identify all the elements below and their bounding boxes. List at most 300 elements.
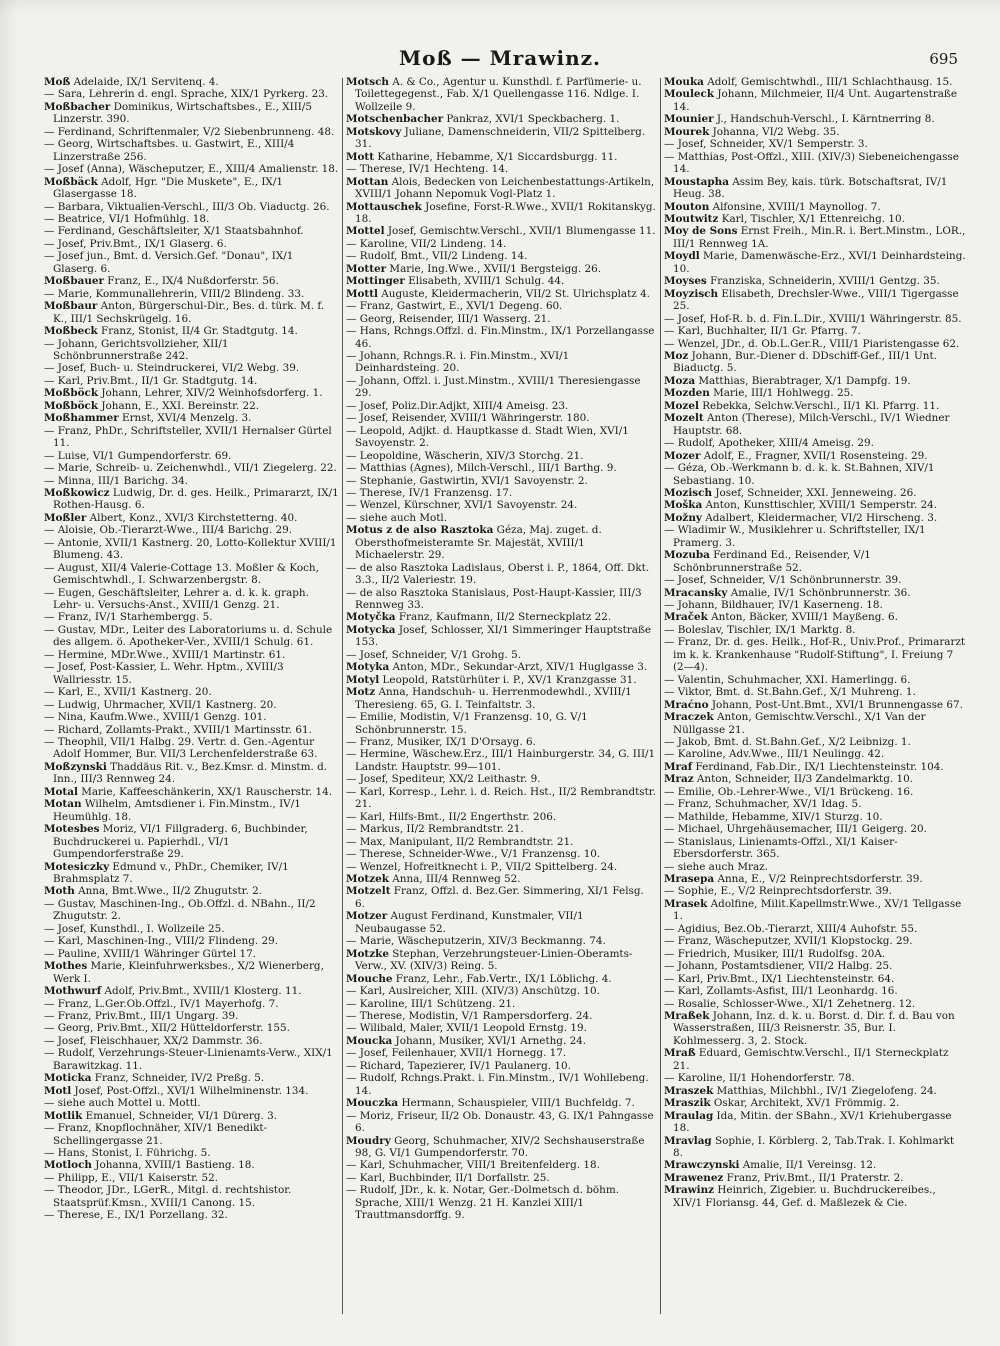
directory-entry [44,1209,340,1221]
entry-surname: Mouka [664,76,704,88]
entry-details: Anna, III/4 Rennweg 52. [388,873,521,885]
entry-details: — Karoline, III/1 Schützeng. 21. [346,997,516,1010]
entry-details: Alois, Bedecken von Leichenbestattungs-Artikeln, XVIII/1 Johann Nepomuk Vogl-Platz 1. [355,175,655,201]
entry-details: — Wenzel, Kürschner, XVI/1 Savoyenstr. 24. [346,499,578,512]
directory-entry [664,1184,966,1209]
directory-entry [44,300,340,325]
directory-entry [664,873,966,885]
directory-entry [664,736,966,748]
directory-entry [346,400,656,412]
directory-entry [44,425,340,450]
entry-details: — Karoline, Adv.Wwe., III/1 Neulingg. 42. [664,748,885,761]
entry-details: — Rudolf, Apotheker, XIII/4 Ameisg. 29. [664,437,874,450]
entry-details: Amalie, II/1 Vereinsg. 12. [739,1159,877,1172]
directory-entry [664,1135,966,1160]
entry-details: Adolf, Gemischtwhdl., III/1 Schlachthausg. 15. [703,76,953,88]
entry-details: — Jakob, Bmt. d. St.Bahn.Gef., X/2 Leibnizg. 1. [664,736,911,749]
directory-entry [664,487,966,499]
entry-details: — Josef, Hof-R. b. d. Fin.L.Dir., XVIII/1 Währingerstr. 85. [664,312,962,325]
entry-details: Ludwig, Dr. d. ges. Heilk., Primararzt, IX/1 Rothen-Hausg. 6. [53,486,339,512]
entry-surname: Mouczka [346,1097,399,1110]
entry-surname: Moz [664,349,689,362]
entry-details: A. & Co., Agentur u. Kunsthdl. f. Parfümerie- u. Toilettegegenst., Fab. X/1 Quellengasse 116. Ndlge. I. Wollzeile 9. [355,76,642,113]
entry-details: — Eugen, Geschäftsleiter, Lehrer a. d. k. k. graph. Lehr- u. Versuchs-Anst., XVIII/1 Genzg. 21. [44,586,309,612]
entry-details: — Josef, Kunsthdl., I. Wollzeile 25. [44,922,225,935]
entry-surname: Mozel [664,399,699,412]
directory-entry [44,1184,340,1209]
entry-details: Josef, Schlosser, XI/1 Simmeringer Hauptstraße 153. [355,623,652,649]
entry-details: Franz, Priv.Bmt., II/1 Praterstr. 2. [723,1171,904,1184]
entry-surname: Motyl [346,673,380,686]
entry-details: — Rudolf, Bmt., VII/2 Lindeng. 14. [346,250,528,263]
directory-entry [664,450,966,462]
entry-details: — Johann, Bildhauer, IV/1 Kaserneng. 18. [664,599,883,612]
directory-entry [664,462,966,487]
directory-entry [44,1072,340,1084]
entry-surname: Mraček [664,611,708,624]
entry-surname: Mozden [664,387,710,400]
directory-entry [44,512,340,524]
directory-entry [44,338,340,363]
directory-entry [44,1147,340,1159]
directory-entry [664,1085,966,1097]
entry-details: — de also Rasztoka Ladislaus, Oberst i. P., 1864, Off. Dkt. 3.3., II/2 Valeriestr. 19. [346,561,650,587]
entry-surname: Mraßek [664,1009,710,1022]
directory-entry [664,1010,966,1047]
directory-entry [346,450,656,462]
entry-details: — Josef, Schneider, V/1 Grohg. 5. [346,648,522,661]
entry-details: — Franz, Priv.Bmt., III/1 Ungarg. 39. [44,1009,239,1022]
directory-entry [346,1047,656,1059]
directory-entry [346,1060,656,1072]
entry-details: Adolfine, Milit.Kapellmstr.Wwe., XV/1 Tellgasse 1. [673,897,962,923]
directory-entry [664,599,966,611]
entry-details: — Ferdinand, Geschäftsleiter, X/1 Staatsbahnhof. [44,225,304,238]
directory-entry [44,611,340,623]
entry-details: — siehe auch Mottel u. Mottl. [44,1097,201,1110]
entry-details: — Mathilde, Hebamme, XIV/1 Sturzg. 10. [664,810,883,823]
directory-entry [346,711,656,736]
entry-details: — Karl, Korresp., Lehr. i. d. Reich. Hst., II/2 Rembrandtstr. 21. [346,785,656,811]
entry-details: — Matthias, Post-Offzl., XIII. (XIV/3) Siebeneichengasse 14. [664,150,959,176]
entry-details: Marie, Damenwäsche-Erz., XVI/1 Deinhardsteing. 10. [673,250,966,275]
directory-entry [346,512,656,524]
directory-entry [44,885,340,897]
directory-entry [44,1035,340,1047]
entry-details: — Sara, Lehrerin d. engl. Sprache, XIX/1 Pyrkerg. 23. [44,88,329,101]
directory-entry [44,786,340,798]
entry-details: — Sophie, E., V/2 Reinprechtsdorferstr. 39. [664,885,892,898]
entry-details: — Leopoldine, Wäscherin, XIV/3 Storchg. 21. [346,449,584,462]
directory-entry [44,213,340,225]
entry-details: — Josef, Poliz.Dir.Adjkt, XIII/4 Ameisg. 23. [346,399,569,412]
directory-entry [44,861,340,886]
directory-entry [664,113,966,125]
directory-entry [664,636,966,673]
entry-surname: Motesbes [44,823,100,836]
directory-entry [664,387,966,399]
entry-surname: Motzek [346,873,389,885]
directory-entry [346,1172,656,1184]
entry-details: — Josef, Schneider, V/1 Schönbrunnerstr. 39. [664,574,902,587]
directory-entry [44,985,340,997]
entry-surname: Mozer [664,449,701,462]
directory-entry [44,1159,340,1171]
entry-details: — Friedrich, Musiker, III/1 Rudolfsg. 20A. [664,947,886,960]
directory-entry [44,412,340,424]
entry-details: — Josef, Spediteur, XX/2 Leithastr. 9. [346,773,541,786]
entry-surname: Moška [664,499,703,512]
directory-entry [44,76,340,88]
directory-entry [44,823,340,860]
directory-entry [346,848,656,860]
entry-details: — Karoline, VII/2 Lindeng. 14. [346,237,507,250]
directory-entry [44,923,340,935]
entry-details: — Boleslav, Tischler, IX/1 Marktg. 8. [664,623,856,636]
entry-details: Franz, Kaufmann, II/2 Sterneckplatz 22. [395,611,612,624]
directory-entry [664,1047,966,1072]
entry-details: — Luise, VI/1 Gumpendorferstr. 69. [44,449,232,462]
entry-details: — Matthias (Agnes), Milch-Verschl., III/1 Barthg. 9. [346,462,617,475]
directory-entry [346,587,656,612]
entry-surname: Motyka [346,661,390,674]
entry-details: Matthias, Milchbhl., IV/1 Ziegelofeng. 24. [713,1084,937,1097]
directory-entry [664,1072,966,1084]
entry-details: Josef, Post-Offzl., XVI/1 Wilhelminenstr. 134. [71,1084,309,1097]
entry-details: — Karl, Priv.Bmt., II/1 Gr. Stadtgutg. 14. [44,374,258,387]
entry-surname: Mouton [664,200,710,213]
entry-surname: Motschenbacher [346,113,444,126]
directory-entry [44,375,340,387]
directory-entry [664,151,966,176]
entry-details: — Theophil, VII/1 Halbg. 29. Vertr. d. Gen.-Agentur Adolf Hommer, Bur. VII/3 Lerchenfelderstraße 63. [44,736,318,761]
entry-details: Pankraz, XVI/1 Speckbacherg. 1. [443,113,620,126]
directory-entry [346,973,656,985]
entry-details: Assim Bey, kais. türk. Botschaftsrat, IV/1 Heug. 38. [673,175,948,201]
directory-entry [664,761,966,773]
entry-details: Franziska, Schneiderin, XVIII/1 Gentzg. 35. [706,275,940,288]
entry-details: Katharine, Hebamme, X/1 Siccardsburgg. 11. [374,150,618,163]
directory-entry [44,201,340,213]
directory-entry [44,400,340,412]
directory-entry [346,176,656,201]
directory-entry [664,375,966,387]
directory-entry [44,362,340,374]
entry-details: Josefine, Forst-R.Wwe., XVII/1 Rokitanskyg. 18. [355,200,656,225]
entry-details: — Géza, Ob.-Werkmann b. d. k. k. St.Bahnen, XIV/1 Sebastiang. 10. [664,462,935,487]
entry-details: Anton, Bäcker, XVIII/1 Mayßeng. 6. [707,611,898,624]
entry-details: — Emilie, Ob.-Lehrer-Wwe., VI/1 Brückeng. 16. [664,785,914,798]
entry-details: Auguste, Kleidermacherin, VII/2 St. Ulrichsplatz 4. [377,287,650,300]
entry-details: August Ferdinand, Kunstmaler, VII/1 Neubaugasse 52. [355,910,584,935]
directory-entry [44,88,340,100]
directory-entry [346,126,656,151]
entry-surname: Moticka [44,1072,92,1085]
directory-entry [346,736,656,748]
directory-entry [664,213,966,225]
entry-details: — Josef, Buch- u. Steindruckerei, VI/2 Webg. 39. [44,362,300,375]
entry-details: — Franz, Wäscheputzer, XVII/1 Klopstockg. 29. [664,935,913,948]
entry-details: — de also Rasztoka Stanislaus, Post-Haupt-Kassier, III/3 Rennweg 33. [346,586,642,612]
entry-details: Johann, E., XXI. Bereinstr. 22. [98,399,260,412]
directory-entry [664,861,966,873]
directory-entry [346,885,656,910]
column-2 [346,76,656,1316]
directory-entry [44,176,340,201]
directory-entry [664,574,966,586]
directory-entry [664,985,966,997]
directory-entry [44,275,340,287]
entry-details: — Ferdinand, Schriftenmaler, V/2 Siebenbrunneng. 48. [44,125,335,138]
directory-entry [346,250,656,262]
directory-entry [44,325,340,337]
entry-details: — Josef, Post-Kassier, L. Wehr. Hptm., XVIII/3 Wallriesstr. 15. [44,661,284,686]
entry-surname: Mraszek [664,1084,714,1097]
directory-entry [44,462,340,474]
entry-surname: Možny [664,511,702,524]
entry-details: — Franz, PhDr., Schriftsteller, XVII/1 Hernalser Gürtel 11. [44,424,332,450]
directory-entry [346,1072,656,1097]
entry-details: Adolf, Hgr. "Die Muskete", E., IX/1 Glasergasse 18. [53,175,283,201]
entry-surname: Motan [44,798,82,811]
directory-entry [44,387,340,399]
entry-details: — Stanislaus, Linienamts-Offzl., XI/1 Kaiser-Ebersdorferstr. 365. [664,835,898,861]
entry-details: Josef, Schneider, XXI. Jenneweing. 26. [712,486,917,499]
entry-surname: Moßböck [44,387,99,400]
directory-entry [664,898,966,923]
directory-entry [346,238,656,250]
entry-surname: Motyčka [346,611,396,624]
entry-details: — Gustav, MDr., Leiter des Laboratoriums u. d. Schule des allgem. ö. Apotheker-Ver., XVIII/1 Schulg. 61. [44,623,333,649]
entry-surname: Moßbäck [44,175,98,188]
entry-details: — Therese, IV/1 Hechteng. 14. [346,163,509,176]
entry-details: — Aloisie, Ob.-Tierarzt-Wwe., III/4 Barichg. 29. [44,524,293,537]
entry-details: — Emilie, Modistin, V/1 Franzensg. 10, G. V/1 Schönbrunnerstr. 15. [346,711,588,736]
entry-surname: Mottel [346,225,385,238]
directory-entry [44,1010,340,1022]
entry-surname: Mraz [664,773,694,786]
directory-entry [44,537,340,562]
directory-entry [664,275,966,287]
entry-details: Anton, Gemischtw.Verschl., X/1 Van der Nüllgasse 21. [673,711,926,736]
entry-details: — Josef (Anna), Wäscheputzer, E., XIII/4 Amalienstr. 18. [44,163,339,176]
directory-entry [44,101,340,126]
entry-details: Juliane, Damenschneiderin, VII/2 Spittelberg. 31. [355,125,646,151]
entry-details: Oskar, Architekt, XV/1 Frömmig. 2. [710,1097,900,1110]
entry-surname: Moudry [346,1134,391,1147]
directory-entry [44,450,340,462]
directory-entry [346,786,656,811]
entry-surname: Mozisch [664,486,713,499]
directory-entry [44,163,340,175]
entry-details: — Theodor, JDr., LGerR., Mitgl. d. rechtshistor. Staatsprüf.Kmsn., XVIII/1 Canong. 15. [44,1184,292,1209]
entry-surname: Moßhammer [44,412,119,425]
entry-details: — Agidius, Bez.Ob.-Tierarzt, XIII/4 Auhofstr. 55. [664,922,918,935]
directory-entry [346,300,656,312]
directory-entry [44,1110,340,1122]
entry-surname: Motzke [346,947,389,960]
entry-details: Albert, Konz., XVI/3 Kirchstetterng. 40. [86,511,298,524]
directory-entry [346,412,656,424]
directory-entry [346,1097,656,1109]
entry-details: — Marie, Wäscheputzerin, XIV/3 Beckmanng. 74. [346,935,606,948]
entry-surname: Motzer [346,910,388,923]
page-header [0,46,1000,76]
entry-details: Adalbert, Kleidermacher, VI/2 Hirscheng. 3. [701,511,938,524]
entry-surname: Motzelt [346,885,391,898]
directory-entry [346,275,656,287]
directory-entry [44,1022,340,1034]
column-3 [664,76,966,1316]
directory-entry [44,587,340,612]
entry-surname: Mott [346,150,375,163]
entry-details: — Franz, Schuhmacher, XV/1 Idag. 5. [664,798,862,811]
entry-details: Heinrich, Zigebier. u. Buchdruckereibes., XIV/1 Floriansg. 44, Gef. d. Maßlezek & Cie. [673,1184,936,1209]
entry-details: — Karl, Schuhmacher, VIII/1 Breitenfelderg. 18. [346,1159,600,1172]
entry-details: — Marie, Kommunallehrerin, VIII/2 Blindeng. 33. [44,287,305,300]
directory-entry [664,176,966,201]
entry-details: Franz, Lehr., Fab.Vertr., IX/1 Löblichg. 4. [392,972,612,985]
entry-details: Ida, Mitin. der SBahn., XV/1 Kriehubergasse 18. [673,1109,952,1135]
directory-entry [664,711,966,736]
directory-entry [346,1159,656,1171]
directory-entry [346,661,656,673]
entry-details: — Antonie, XVII/1 Kastnerg. 20, Lotto-Kollektur XVIII/1 Blumeng. 43. [44,536,337,562]
entry-details: — Marie, Schreib- u. Zeichenwhdl., VII/1 Ziegelerg. 22. [44,462,337,475]
entry-details: — Josef, Fleischhauer, XX/2 Dammstr. 36. [44,1034,263,1047]
entry-details: — Franz, IV/1 Starhembergg. 5. [44,611,213,624]
directory-entry [346,201,656,226]
entry-details: Anton (Therese), Milch-Verschl., IV/1 Wiedner Hauptstr. 68. [673,412,950,437]
entry-details: Georg, Schuhmacher, XIV/2 Sechshauserstraße 98, G. VI/1 Gumpendorferstr. 70. [355,1134,645,1159]
entry-surname: Moßler [44,511,87,524]
entry-details: — Barbara, Viktualien-Verschl., III/3 Ob. Viaductg. 26. [44,200,330,213]
directory-entry [346,350,656,375]
directory-entry [346,225,656,237]
directory-entry [44,1172,340,1184]
entry-surname: Moyzisch [664,287,719,300]
entry-details: Adolf, E., Fragner, XVII/1 Rosensteing. 29. [700,449,928,462]
directory-entry [664,288,966,313]
entry-surname: Mravlag [664,1134,712,1147]
directory-entry [346,649,656,661]
entry-details: Moriz, VI/1 Fillgraderg. 6, Buchbinder, Buchdruckerei u. Papierhdl., VI/1 Gumpendorferstraße 29. [53,823,308,861]
entry-details: — Viktor, Bmt. d. St.Bahn.Gef., X/1 Muhreng. 1. [664,686,916,699]
entry-surname: Moßböck [44,399,99,412]
directory-entry [664,811,966,823]
entry-details: Anna, Handschuh- u. Herrenmodewhdl., XVIII/1 Theresieng. 65, G. I. Teinfaltstr. 3. [355,686,632,711]
entry-surname: Mrasepa [664,873,715,885]
entry-details: — Hermine, MDr.Wwe., XVIII/1 Martinstr. 61. [44,648,286,661]
directory-entry [44,649,340,661]
entry-surname: Motskovy [346,125,402,138]
entry-surname: Motus z de also Rasztoka [346,524,494,537]
directory-entry [664,798,966,810]
entry-details: — Therese, Modistin, V/1 Rampersdorferg. 24. [346,1009,593,1022]
entry-surname: Mrawczynski [664,1159,740,1172]
directory-entry [664,823,966,835]
entry-details: Johann, Post-Unt.Bmt., XVI/1 Brunnengasse 67. [708,698,963,711]
entry-details: — Josef, Feilenhauer, XVII/1 Hornegg. 17. [346,1047,567,1060]
directory-entry [664,773,966,785]
directory-entry [44,686,340,698]
directory-entry [346,462,656,474]
entry-details: — Franz, Knopflochnäher, XIV/1 Benedikt-Schellingergasse 21. [44,1122,268,1147]
directory-entry [346,1022,656,1034]
directory-entry [346,313,656,325]
directory-entry [44,562,340,587]
entry-details: Anna, E., V/2 Reinprechtsdorferstr. 39. [714,873,923,885]
directory-entry [346,425,656,450]
entry-details: — Nina, Kaufm.Wwe., XVIII/1 Genzg. 101. [44,711,267,724]
entry-details: Ernst Freih., Min.R. i. Bert.Minstm., LOR., III/1 Rennweg 1A. [673,225,966,250]
entry-details: Leopold, Ratstürhüter i. P., XV/1 Kranzgasse 31. [379,673,637,686]
entry-details: Rebekka, Selchw.Verschl., II/1 Kl. Pfarrg. 11. [698,399,940,412]
entry-details: — Moriz, Friseur, II/2 Ob. Donaustr. 43, G. IX/1 Pahngasse 6. [346,1109,654,1135]
entry-details: — Rosalie, Schlosser-Wwe., XI/1 Zehetnerg. 12. [664,997,916,1010]
directory-entry [44,935,340,947]
entry-surname: Moßbaur [44,300,98,313]
directory-entry [664,437,966,449]
directory-entry [44,624,340,649]
directory-entry [664,587,966,599]
entry-details: — Karl, Maschinen-Ing., VIII/2 Flindeng. 29. [44,935,279,948]
entry-details: — Hermine, Wäschew.Erz., III/1 Hainburgerstr. 34, G. III/1 Landstr. Hauptstr. 99—101. [346,748,656,773]
entry-details: — Ludwig, Uhrmacher, XVII/1 Kastnerg. 20. [44,698,277,711]
entry-surname: Moß [44,76,71,88]
entry-details: Franz, Schneider, IV/2 Preßg. 5. [91,1072,265,1085]
entry-details: Johann, Bur.-Diener d. DDschiff-Gef., III/1 Unt. Biaductg. 5. [673,349,937,375]
entry-details: — Therese, IV/1 Franzensg. 17. [346,486,513,499]
entry-details: — Karl, Buchhalter, II/1 Gr. Pfarrg. 7. [664,325,861,338]
entry-details: Wilhelm, Amtsdiener i. Fin.Minstm., IV/1 Heumühlg. 18. [53,798,301,823]
directory-entry [664,225,966,250]
entry-surname: Motlik [44,1109,83,1122]
directory-entry [346,562,656,587]
entry-details: — Wenzel, JDr., d. Ob.L.Ger.R., VIII/1 Piaristengasse 62. [664,337,960,350]
directory-entry [346,288,656,300]
entry-details: Franz, Stonist, II/4 Gr. Stadtgutg. 14. [97,325,298,338]
entry-surname: Moßbacher [44,100,111,113]
entry-surname: Motesiczky [44,860,110,873]
entry-surname: Moth [44,885,75,898]
directory-entry [44,898,340,923]
entry-details: Matthias, Bierabtrager, X/1 Dampfg. 19. [695,374,911,387]
directory-entry [664,400,966,412]
entry-surname: Moydl [664,250,700,263]
directory-entry [44,960,340,985]
entry-surname: Mouleck [664,88,715,101]
entry-surname: Mothes [44,960,88,973]
directory-entry [44,948,340,960]
directory-entry [44,1047,340,1072]
entry-surname: Moustapha [664,175,729,188]
entry-surname: Mrasek [664,897,708,910]
entry-surname: Mourek [664,125,710,138]
entry-details: Anton, Bürgerschul-Dir., Bes. d. türk. M. f. K., III/1 Sechskrügelg. 16. [53,300,325,325]
entry-details: Eduard, Gemischtw.Verschl., II/1 Sterneckplatz 21. [673,1047,949,1072]
entry-surname: Moyses [664,275,707,288]
entry-surname: Motsch [346,76,389,88]
entry-details: — Franz, Dr. d. ges. Heilk., Hof-R., Univ.Prof., Primararzt im k. k. Krankenhause "Rudolf-Stiftung", I. Freiung 7 (2—4). [664,636,966,674]
entry-details: Elisabeth, XVIII/1 Schulg. 44. [404,275,565,288]
entry-details: — Josef, Priv.Bmt., IX/1 Glaserg. 6. [44,237,227,250]
directory-entry [664,338,966,350]
directory-entry [44,724,340,736]
entry-surname: Mottauschek [346,200,422,213]
entry-details: Sophie, I. Körblerg. 2, Tab.Trak. I. Kohlmarkt 8. [673,1134,954,1159]
entry-details: Marie, Kleinfuhrwerksbes., X/2 Wienerberg, Werk I. [53,960,324,985]
